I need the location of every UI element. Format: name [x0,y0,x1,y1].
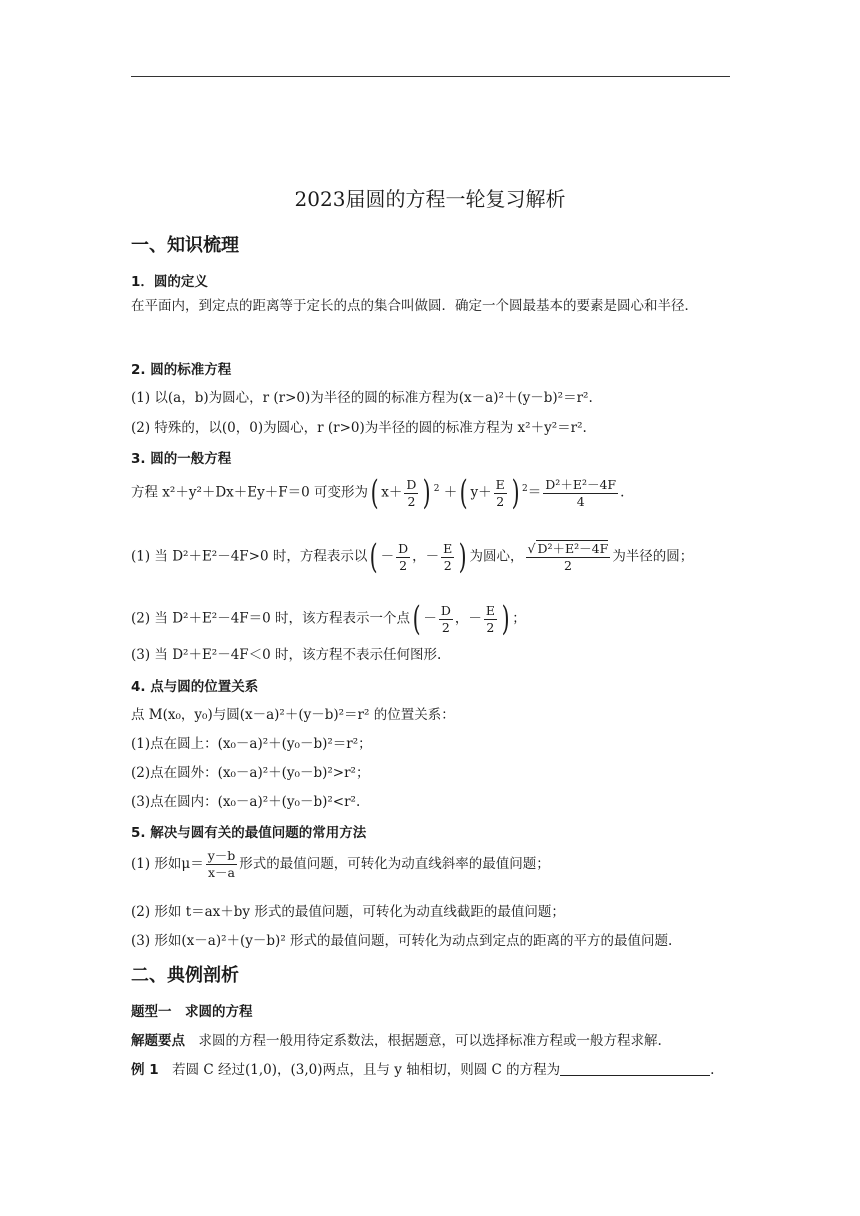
fraction-rhs [543,477,618,510]
left-bracket: ( [459,473,468,513]
numerator: D [440,602,451,618]
section-heading-knowledge: 一、知识梳理 [131,235,239,256]
relation-inside-circle: (3)点在圆内：(x₀－a)²＋(y₀－b)²<r². [131,794,361,810]
right-bracket: ) [458,537,467,577]
denominator: 2 [407,493,416,509]
case1-middle: 为圆心， [469,548,524,565]
example-text: 若圆 C 经过(1,0)，(3,0)两点，且与 y 轴相切，则圆 C 的方程为 [172,1062,561,1078]
circle-definition-text: 在平面内，到定点的距离等于定长的点的集合叫做圆．确定一个圆最基本的要素是圆心和半径． [131,298,698,314]
case2-suffix: ； [512,610,526,627]
minus-sign: － [468,610,482,627]
square-mark: 2 [522,484,528,494]
general-equation-transform: 方程 x²＋y²＋Dx＋Ey＋F＝0 可变形为( x＋ $\frac{D}{2}$ ) $^2$ ＋( y＋ $\frac{E}{2}$ ) $^2$＝ $\frac{\text{D²＋E²－4F}}{4}$ . [131,473,625,513]
general-equation-case-1 [131,537,694,577]
case1-prefix: (1) 当 D²＋E²－4F>0 时，方程表示以 [131,548,368,565]
example-1 [131,1058,714,1078]
relation-on-circle: (1)点在圆上：(x₀－a)²＋(y₀－b)²＝r²； [131,736,372,752]
case2-prefix: (2) 当 D²＋E²－4F＝0 时，该方程表示一个点 [131,610,411,627]
fraction-d-over-2 [439,603,453,636]
problem-type-heading: 题型一 求圆的方程 [131,1004,253,1020]
left-bracket: ( [370,537,378,577]
header-rule [131,76,730,77]
section-heading-examples: 二、典例剖析 [131,965,239,986]
denominator: 2 [563,557,572,573]
minus-sign: － [425,548,440,565]
denominator: 2 [486,619,495,635]
extremum-method-1 [131,848,550,881]
standard-equation-line-1: (1) 以(a，b)为圆心，r (r>0)为半径的圆的标准方程为(x－a)²＋(y－b)²＝r². [131,390,593,406]
square-mark: 2 [433,484,440,494]
comma: ， [412,548,426,565]
minus-sign: － [380,548,395,565]
sqrt-radicand: D²＋E²－4F [537,540,609,556]
denominator: 2 [443,557,452,573]
right-bracket: ) [501,599,510,639]
comma: ， [454,610,469,627]
method1-suffix: 形式的最值问题，可转化为动直线斜率的最值问题； [239,856,550,872]
fraction-radius [526,541,611,574]
method1-prefix: (1) 形如μ＝ [131,856,204,872]
denominator: x－a [207,865,235,880]
subheading-general-equation: 3. 圆的一般方程 [131,451,232,467]
denominator: 2 [441,619,450,635]
fraction-e-over-2 [441,541,454,574]
general-equation-case-2 [131,599,526,639]
transform-prefix: 方程 x²＋y²＋Dx＋Ey＋F＝0 可变形为 [131,484,369,501]
numerator: D²＋E²－4F [545,476,617,492]
denominator: 4 [576,493,585,509]
numerator: D [398,540,409,556]
subheading-extremum-methods: 5. 解决与圆有关的最值问题的常用方法 [131,825,367,841]
subheading-circle-definition: 1．圆的定义 [131,274,208,290]
general-equation-case-3: (3) 当 D²＋E²－4F＜0 时，该方程不表示任何图形. [131,647,442,663]
fraction-d-over-2 [404,477,418,510]
fraction-d-over-2 [396,541,410,574]
numerator: y－b [207,848,236,863]
y-plus: y＋ [470,484,492,501]
fraction-e-over-2 [494,477,507,510]
numerator: E [495,476,505,492]
standard-equation-line-2: (2) 特殊的，以(0，0)为圆心，r (r>0)为半径的圆的标准方程为 x²＋y²＝r². [131,420,587,436]
numerator: D [406,476,417,492]
example-label: 例 1 [131,1062,159,1078]
right-bracket: ) [511,473,520,513]
minus-sign: － [423,610,437,627]
subheading-point-circle-relation: 4. 点与圆的位置关系 [131,679,259,695]
example-end: . [710,1062,715,1078]
numerator: √ D²＋E²－4F [527,540,609,556]
answer-blank [560,1061,710,1076]
x-plus: x＋ [381,484,403,501]
case1-suffix: 为半径的圆； [612,548,694,565]
relation-outside-circle: (2)点在圆外：(x₀－a)²＋(y₀－b)²>r²； [131,765,370,781]
subheading-standard-equation: 2. 圆的标准方程 [131,362,232,378]
fraction-slope [206,848,238,881]
solution-key-points [131,1029,662,1049]
extremum-method-3: (3) 形如(x－a)²＋(y－b)² 形式的最值问题，可转化为动点到定点的距离的平方的最值问题. [131,933,673,949]
denominator: 2 [496,493,505,509]
numerator: E [443,540,453,556]
denominator: 2 [399,557,408,573]
extremum-method-2: (2) 形如 t＝ax＋by 形式的最值问题，可转化为动直线截距的最值问题； [131,904,565,920]
left-bracket: ( [412,599,421,639]
fraction-e-over-2 [484,603,497,636]
right-bracket: ) [423,473,432,513]
page-title: 2023届圆的方程一轮复习解析 [294,187,566,211]
key-points-label: 解题要点 [131,1033,185,1049]
relation-intro: 点 M(x₀，y₀)与圆(x－a)²＋(y－b)²＝r² 的位置关系： [131,707,455,723]
key-points-text: 求圆的方程一般用待定系数法，根据题意，可以选择标准方程或一般方程求解. [198,1033,662,1049]
numerator: E [485,602,495,618]
left-bracket: ( [370,473,379,513]
